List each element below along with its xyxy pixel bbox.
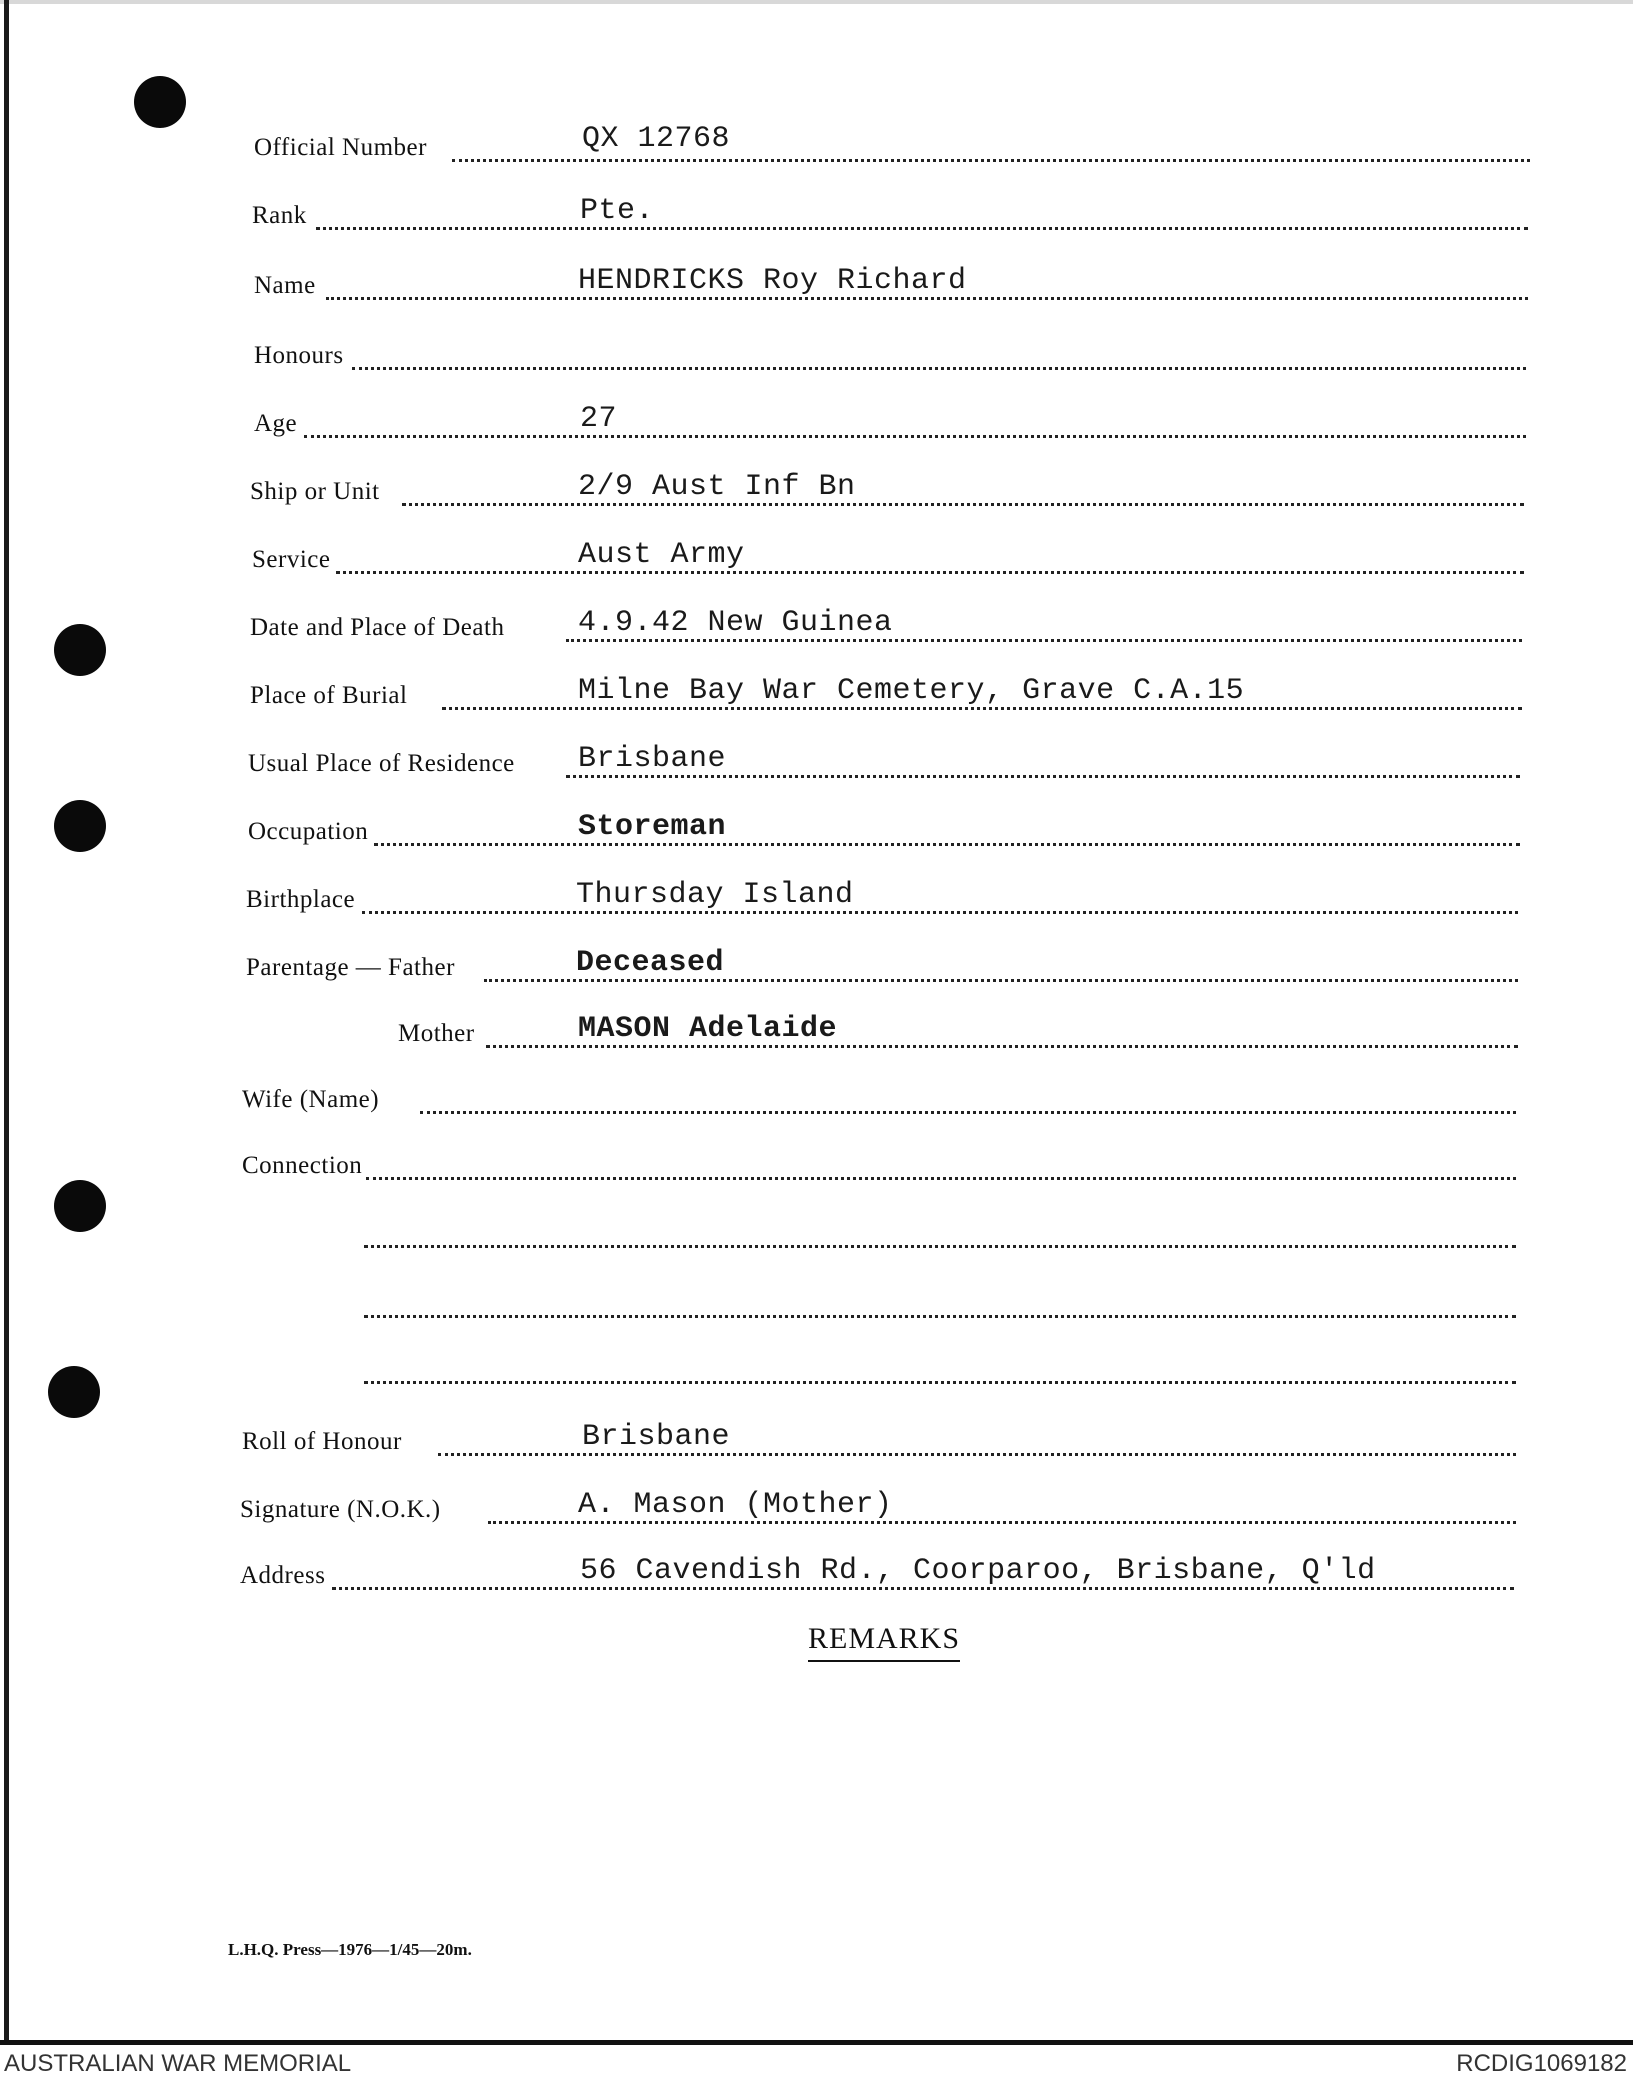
father-label: Parentage — Father — [246, 954, 455, 981]
roll-of-honour-value: Brisbane — [582, 1420, 731, 1454]
row-signature — [0, 1480, 1633, 1530]
roll-of-honour-label: Roll of Honour — [242, 1428, 402, 1455]
connection-label: Connection — [242, 1152, 363, 1179]
row-connection-extra-3 — [0, 1340, 1633, 1390]
row-age — [0, 394, 1633, 444]
rank-label: Rank — [252, 202, 307, 229]
service-label: Service — [252, 546, 331, 573]
rank-dots — [316, 227, 1528, 230]
occupation-value: Storeman — [578, 810, 727, 844]
row-roll-of-honour — [0, 1412, 1633, 1462]
honours-label: Honours — [254, 342, 344, 369]
row-connection-extra-2 — [0, 1274, 1633, 1324]
age-label: Age — [254, 410, 298, 437]
usual-residence-value: Brisbane — [578, 742, 727, 776]
wife-dots — [420, 1111, 1516, 1114]
address-value: 56 Cavendish Rd., Coorparoo, Brisbane, Q'ld — [580, 1554, 1376, 1588]
press-mark: L.H.Q. Press—1976—1/45—20m. — [228, 1940, 472, 1959]
row-service — [0, 530, 1633, 580]
footer-record-id: RCDIG1069182 — [1456, 2050, 1627, 2077]
name-label: Name — [254, 272, 316, 299]
birthplace-value: Thursday Island — [576, 878, 854, 912]
footer-institution: AUSTRALIAN WAR MEMORIAL — [4, 2050, 352, 2077]
row-occupation — [0, 802, 1633, 852]
row-official-number — [0, 118, 1633, 168]
row-place-of-burial — [0, 666, 1633, 716]
row-honours — [0, 326, 1633, 376]
signature-value: A. Mason (Mother) — [578, 1488, 893, 1522]
service-value: Aust Army — [578, 538, 745, 572]
row-birthplace — [0, 870, 1633, 920]
mother-value: MASON Adelaide — [578, 1012, 838, 1046]
date-place-death-label: Date and Place of Death — [250, 614, 505, 641]
usual-residence-label: Usual Place of Residence — [248, 750, 515, 777]
age-dots — [304, 435, 1526, 438]
official-number-dots — [452, 159, 1530, 162]
mother-label: Mother — [398, 1020, 475, 1047]
connection-extra-dots-1 — [364, 1245, 1516, 1248]
ship-or-unit-dots — [402, 503, 1524, 506]
occupation-dots — [374, 843, 1520, 846]
ship-or-unit-label: Ship or Unit — [250, 478, 380, 505]
official-number-value: QX 12768 — [582, 122, 731, 156]
address-label: Address — [240, 1562, 326, 1589]
occupation-label: Occupation — [248, 818, 369, 845]
remarks-heading: REMARKS — [808, 1622, 960, 1662]
signature-label: Signature (N.O.K.) — [240, 1496, 441, 1523]
row-date-place-death — [0, 598, 1633, 648]
service-dots — [336, 571, 1524, 574]
row-name — [0, 256, 1633, 306]
place-of-burial-value: Milne Bay War Cemetery, Grave C.A.15 — [578, 674, 1245, 708]
row-connection-extra-1 — [0, 1204, 1633, 1254]
row-usual-residence — [0, 734, 1633, 784]
row-father — [0, 938, 1633, 988]
rank-value: Pte. — [580, 194, 655, 228]
date-place-death-value: 4.9.42 New Guinea — [578, 606, 893, 640]
ship-or-unit-value: 2/9 Aust Inf Bn — [578, 470, 856, 504]
bottom-rule — [0, 2040, 1633, 2045]
birthplace-dots — [362, 911, 1518, 914]
row-mother — [0, 1004, 1633, 1054]
connection-dots — [366, 1177, 1516, 1180]
father-value: Deceased — [576, 946, 725, 980]
age-value: 27 — [580, 402, 618, 436]
official-number-label: Official Number — [254, 134, 427, 161]
row-address — [0, 1546, 1633, 1596]
row-rank — [0, 186, 1633, 236]
name-value: HENDRICKS Roy Richard — [578, 264, 967, 298]
birthplace-label: Birthplace — [246, 886, 356, 913]
page-top-edge — [0, 0, 1633, 4]
place-of-burial-label: Place of Burial — [250, 682, 408, 709]
honours-dots — [352, 367, 1526, 370]
connection-extra-dots-3 — [364, 1381, 1516, 1384]
connection-extra-dots-2 — [364, 1315, 1516, 1318]
wife-label: Wife (Name) — [242, 1086, 380, 1113]
row-ship-or-unit — [0, 462, 1633, 512]
row-connection — [0, 1136, 1633, 1186]
row-wife — [0, 1070, 1633, 1120]
